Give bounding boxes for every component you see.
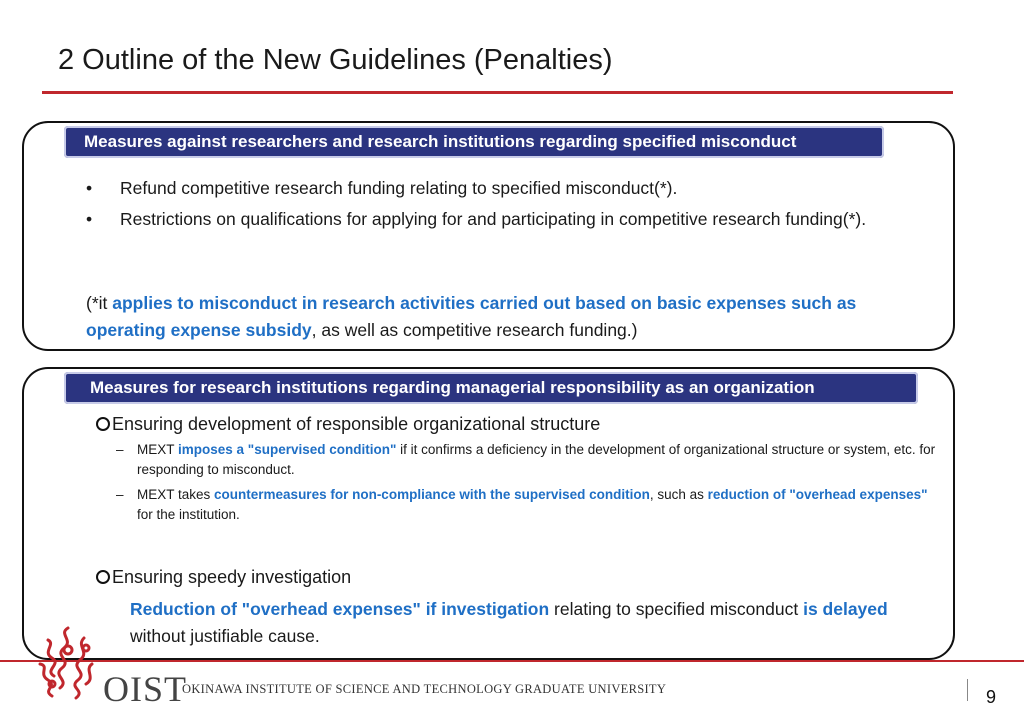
sub-item-text [137,485,947,525]
sub-mid: , such as [649,487,708,502]
circle-bullet-icon [96,570,110,584]
sub-post: if it confirms a deficiency in the development of organizational structure or system, etc. for responding to misconduct. [137,442,936,477]
footer-divider [0,660,1024,662]
sub-item-text [137,440,947,480]
bullet-text-refund: Refund competitive research funding relating to specified misconduct(*). [120,178,678,198]
section-header-managerial-responsibility: Measures for research institutions regarding managerial responsibility as an organization [64,372,918,404]
page-number-divider [967,679,968,701]
oist-logo-text: OIST [103,669,187,709]
circle-item-label: Ensuring speedy investigation [112,567,352,587]
section-header-specified-misconduct: Measures against researchers and research institutions regarding specified misconduct [64,126,884,158]
sub-highlight: countermeasures for non-compliance with the supervised condition [214,487,650,502]
sub-highlight: imposes a "supervised condition" [178,442,397,457]
sub-post: for the institution. [137,507,240,522]
bullet-text-restrictions: Restrictions on qualifications for applying for and participating in competitive research funding(*). [120,209,867,229]
note-suffix: , as well as competitive research funding.) [311,320,638,340]
bullet-icon: • [86,209,93,229]
title-divider [42,91,953,94]
reduction-post: without justifiable cause. [130,626,320,646]
reduction-highlight-2: is delayed [803,599,888,619]
sub-highlight-2: reduction of "overhead expenses" [707,487,928,502]
bullet-icon: • [86,178,93,198]
dash-icon: – [116,487,124,502]
overhead-reduction-text [130,596,930,650]
institution-name: OKINAWA INSTITUTE OF SCIENCE AND TECHNOLOGY GRADUATE UNIVERSITY [182,682,667,696]
page-title: 2 Outline of the New Guidelines (Penalties) [58,44,613,76]
reduction-mid: relating to specified misconduct [549,599,804,619]
circle-bullet-icon [96,417,110,431]
circle-item-organizational-structure [96,412,600,436]
footnote-scope [86,290,936,344]
sub-pre: MEXT [137,442,179,457]
sub-pre: MEXT takes [137,487,215,502]
note-prefix: (*it [86,293,113,313]
oist-logo-icon [28,620,108,720]
page-number: 9 [986,687,997,707]
dash-icon: – [116,442,124,457]
reduction-highlight: Reduction of "overhead expenses" if investigation [130,599,550,619]
circle-item-speedy-investigation [96,565,351,589]
circle-item-label: Ensuring development of responsible organizational structure [112,414,601,434]
note-highlight: applies to misconduct in research activities carried out based on basic expenses such as operating expense subsidy [86,293,857,340]
